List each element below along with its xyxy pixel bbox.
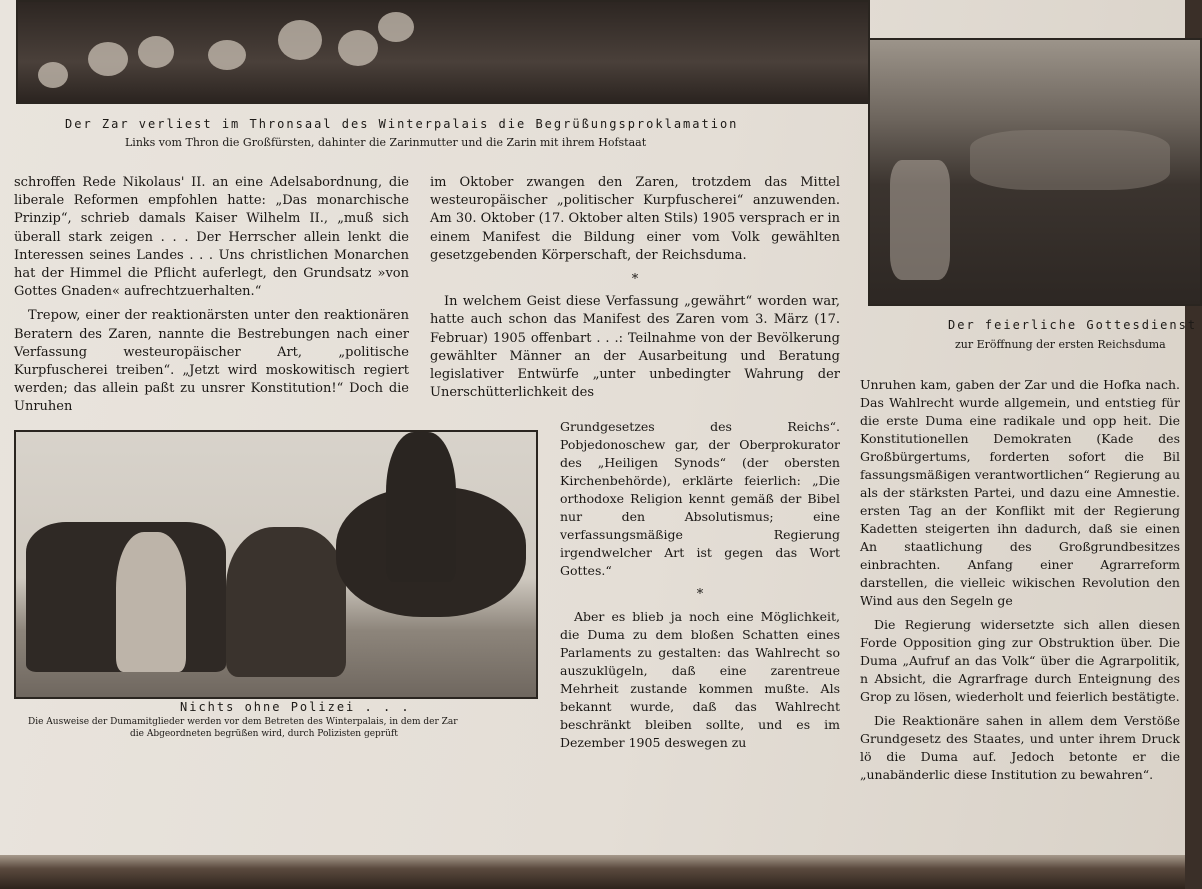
church-service-photo — [868, 38, 1202, 306]
paragraph: Die Regierung widersetzte sich allen diesen Forde Opposition ging zur Obstruktion über. Die Duma „Aufruf an das Volk“ über die Agrarpolitik, n Absicht, die Agrarfrage durch Enteignung des Grop zu lösen, wiederholt und feierlich bestätigte. — [860, 617, 1180, 704]
police-photo — [14, 430, 538, 699]
paragraph: Unruhen kam, gaben der Zar und die Hofka nach. Das Wahlrecht wurde allgemein, und entstieg für die erste Duma eine radikale und opp heit. Die Konstitutionellen Demokraten (Kade des Großbürgertums, forderten sofort die Bil fassungsmäßigen verantwortlichen“ Regierung au als der stärksten Partei, und dazu eine Amnestie. ersten Tag an der Konflikt mit der Regierung Kadetten steigerten ihn dadurch, daß sie einen An staatlichung des Großgrundbesitzes einbrachten. Anfang einer Agrarreform darstellen, die vielleic wikischen Revolution den Wind aus den Segeln ge — [860, 377, 1180, 608]
table-surface — [0, 855, 1185, 889]
police-photo-caption-sub-1: Die Ausweise der Dumamitglieder werden vor dem Betreten des Winterpalais, in dem der Zar — [28, 717, 458, 727]
article-column-middle — [430, 174, 840, 408]
throne-hall-photo — [16, 0, 870, 104]
right-photo-caption-title: Der feierliche Gottesdienst — [948, 318, 1198, 332]
section-star: * — [631, 272, 639, 288]
police-photo-caption-title: Nichts ohne Polizei . . . — [180, 700, 411, 714]
paragraph: Trepow, einer der reaktionärsten unter den reaktionären Beratern des Zaren, nannte die Bestrebungen nach einer Verfassung westeuropäischer Art, „politische Kurpfuscherei treiben“. „Jetzt wird moskowitisch regiert werden; das allein paßt zu unsrer Konstitution!“ Doch die Unruhen — [14, 308, 409, 415]
paragraph: In welchem Geist diese Verfassung „gewährt“ worden war, hatte auch schon das Manifest des Zaren vom 3. März (17. Februar) 1905 offenbart . . .: Teilnahme von der Bevölkerung gewählter Männer an der Ausarbeitung und Beratung legislativer Entwürfe „unter unbedingter Wahrung der Unerschütterlichkeit des — [430, 294, 840, 401]
paragraph: Die Reaktionäre sahen in allem dem Verstöße Grundgesetz des Staates, und unter ihrem Druck lö die Duma auf. Jedoch betonte er die „unabänderlic diese Institution zu bewahren“. — [860, 713, 1180, 782]
right-photo-caption-sub: zur Eröffnung der ersten Reichsduma — [955, 338, 1166, 351]
paragraph: Aber es blieb ja noch eine Möglichkeit, die Duma zu dem bloßen Schatten eines Parlaments zu gestalten: das Wahlrecht so auszuklügeln, daß eine zarentreue Mehrheit zustande kommen mußte. Als bekannt wurde, daß das Wahlrecht beschränkt bleiben sollte, und es im Dezember 1905 deswegen zu — [560, 609, 840, 750]
police-photo-caption-sub-2: die Abgeordneten begrüßen wird, durch Polizisten geprüft — [130, 729, 398, 739]
top-photo-caption-title: Der Zar verliest im Thronsaal des Winterpalais die Begrüßungsproklamation — [65, 117, 739, 131]
top-photo-caption-sub: Links vom Thron die Großfürsten, dahinter die Zarinmutter und die Zarin mit ihrem Hofstaat — [125, 136, 647, 149]
article-column-right — [860, 376, 1180, 782]
paragraph: schroffen Rede Nikolaus' II. an eine Adelsabordnung, die liberale Reformen empfohlen hatte: „Das monarchische Prinzip“, schrieb damals Kaiser Wilhelm II., „muß sich überall stark zeigen . . . Der Herrscher allein lenkt die Interessen seines Landes . . . Uns christlichen Monarchen hat der Himmel die Pflicht auferlegt, den Grundsatz »von Gottes Gnaden« aufrechtzuerhalten.“ — [14, 175, 409, 300]
article-column-left — [14, 174, 409, 423]
section-star: * — [696, 587, 704, 602]
paragraph: Grundgesetzes des Reichs“. Pobjedonoschew gar, der Oberprokurator des „Heiligen Synods“ (der obersten Kirchenbehörde), erklärte feierlich: „Die orthodoxe Religion kennt gemäß der Bibel nur den Absolutismus; eine verfassungsmäßige Regierung irgendwelcher Art ist gegen das Wort Gottes.“ — [560, 419, 840, 578]
article-column-middle-lower — [560, 418, 840, 758]
paragraph: im Oktober zwangen den Zaren, trotzdem das Mittel westeuropäischer „politischer Kurpfuscherei“ anzuwenden. Am 30. Oktober (17. Oktober alten Stils) 1905 versprach er in einem Manifest die Bildung einer vom Volk gewählten gesetzgebenden Körperschaft, der Reichsduma. — [430, 175, 840, 263]
